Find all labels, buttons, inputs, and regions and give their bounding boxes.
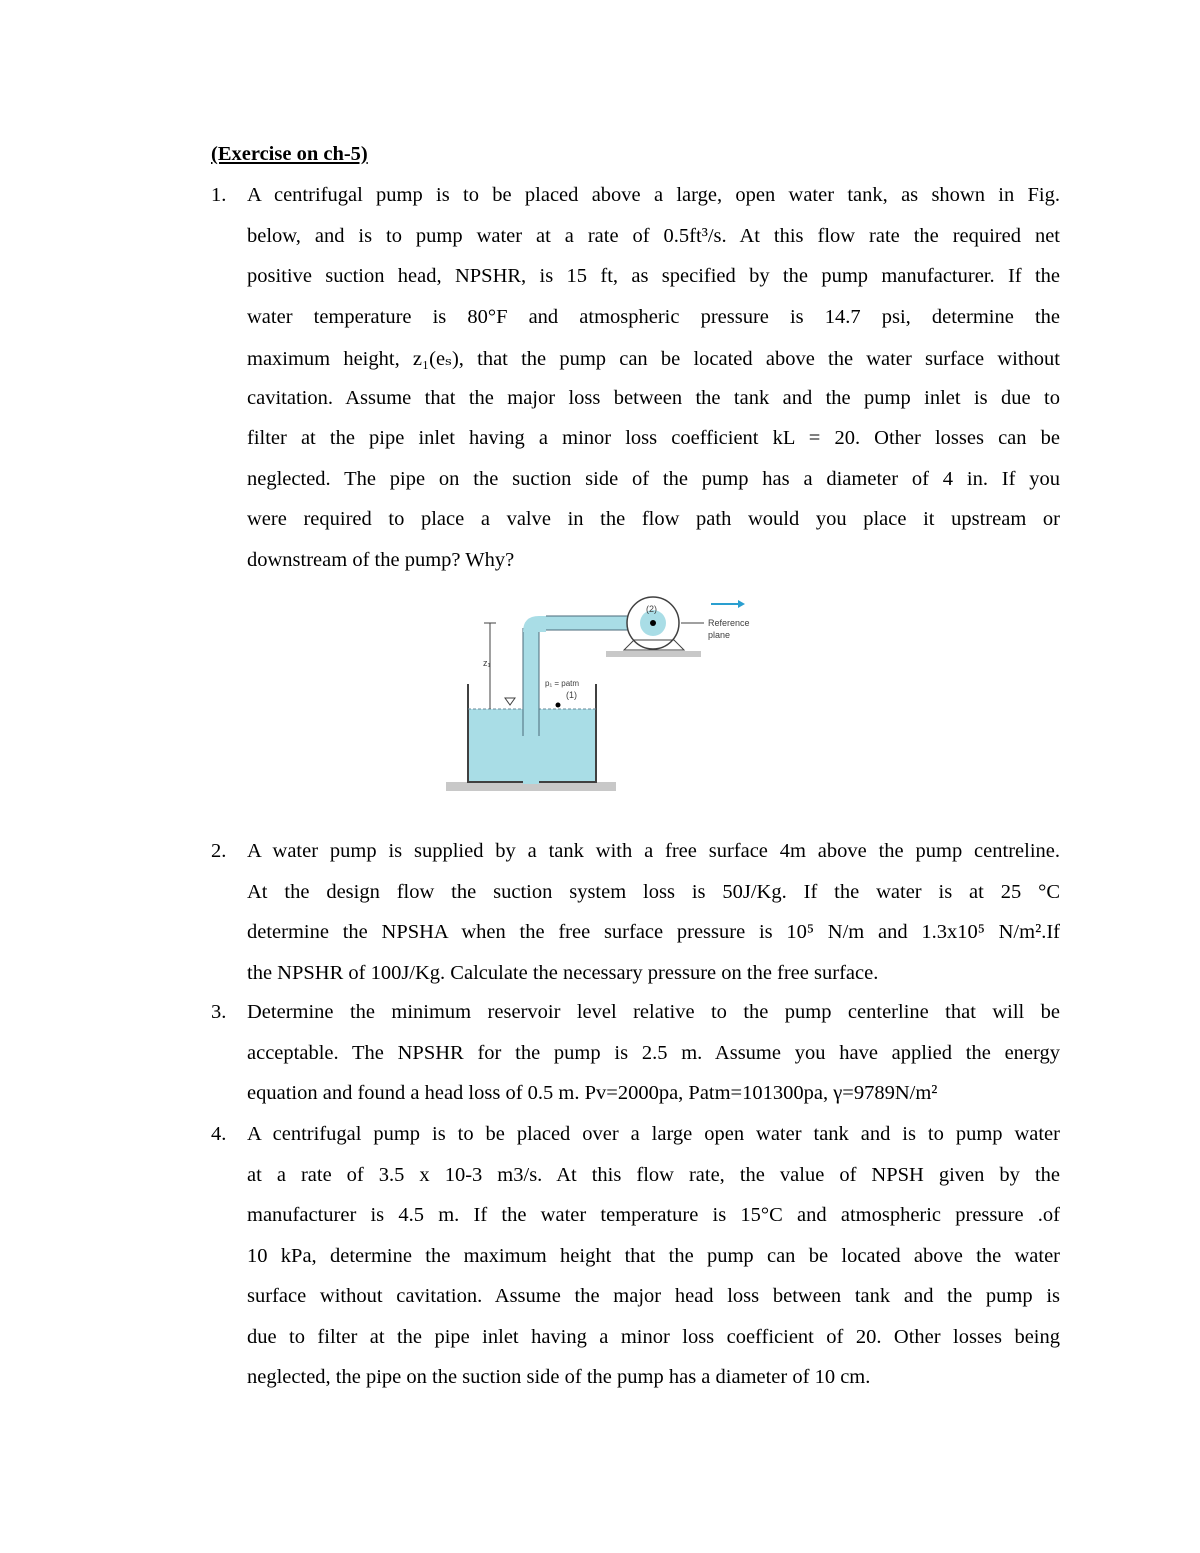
question-3 <box>211 1001 1060 1121</box>
point-2-marker <box>650 620 656 626</box>
label-plane: plane <box>708 630 731 640</box>
question-number: 3. <box>211 1001 227 1023</box>
question-line: filter at the pipe inlet having a minor loss coefficient kL = 20. Other losses can be <box>247 427 1060 449</box>
suction-pipe-vertical <box>523 628 539 784</box>
point-1-marker <box>556 703 561 708</box>
label-point-1: (1) <box>566 690 577 700</box>
question-line: were required to place a valve in the flow path would you place it upstream or <box>247 508 1060 530</box>
question-line: A water pump is supplied by a tank with a free surface 4m above the pump centreline. <box>247 840 1060 862</box>
pump-tank-figure <box>446 588 766 798</box>
question-2 <box>211 840 1060 1000</box>
question-number: 1. <box>211 184 227 206</box>
question-1 <box>211 184 1060 594</box>
question-line: surface without cavitation. Assume the major head loss between tank and the pump is <box>247 1285 1060 1307</box>
question-line: maximum height, z₁(eₛ), that the pump can be located above the water surface without <box>247 348 1060 370</box>
question-number: 4. <box>211 1123 227 1145</box>
question-4 <box>211 1123 1060 1408</box>
question-line: A centrifugal pump is to be placed over a large open water tank and is to pump water <box>247 1123 1060 1145</box>
question-line: water temperature is 80°F and atmospheric pressure is 14.7 psi, determine the <box>247 305 1060 328</box>
question-line: neglected, the pipe on the suction side of the pump has a diameter of 10 cm. <box>247 1366 871 1388</box>
discharge-arrow-head <box>738 600 745 608</box>
label-point-2: (2) <box>646 604 657 614</box>
pump-floor <box>606 651 701 657</box>
question-line: at a rate of 3.5 x 10-3 m3/s. At this flow rate, the value of NPSH given by the <box>247 1163 1060 1186</box>
question-line: due to filter at the pipe inlet having a minor loss coefficient of 20. Other losses being <box>247 1325 1060 1348</box>
question-line: At the design flow the suction system loss is 50J/Kg. If the water is at 25 °C <box>247 880 1060 903</box>
question-line: A centrifugal pump is to be placed above a large, open water tank, as shown in Fig. <box>247 184 1060 206</box>
question-line: Determine the minimum reservoir level relative to the pump centerline that will be <box>247 1001 1060 1023</box>
question-line: the NPSHR of 100J/Kg. Calculate the necessary pressure on the free surface. <box>247 961 879 984</box>
question-line: positive suction head, NPSHR, is 15 ft, as specified by the pump manufacturer. If the <box>247 265 1060 287</box>
question-line: below, and is to pump water at a rate of 0.5ft³/s. At this flow rate the required net <box>247 224 1060 247</box>
label-p1-patm: p₁ = patm <box>545 679 580 688</box>
question-line: manufacturer is 4.5 m. If the water temperature is 15°C and atmospheric pressure .of <box>247 1204 1060 1226</box>
question-line: downstream of the pump? Why? <box>247 548 515 571</box>
question-line: equation and found a head loss of 0.5 m. Pv=2000pa, Patm=101300pa, γ=9789N/m² <box>247 1082 938 1104</box>
question-line: 10 kPa, determine the maximum height that the pump can be located above the water <box>247 1244 1060 1267</box>
question-line: determine the NPSHA when the free surface pressure is 10⁵ N/m and 1.3x10⁵ N/m².If <box>247 921 1060 943</box>
exercise-heading: (Exercise on ch-5) <box>211 143 368 165</box>
question-line: neglected. The pipe on the suction side of the pump has a diameter of 4 in. If you <box>247 467 1060 490</box>
question-number: 2. <box>211 840 227 862</box>
free-surface-symbol <box>505 698 515 705</box>
question-line: cavitation. Assume that the major loss between the tank and the pump inlet is due to <box>247 386 1060 409</box>
question-line: acceptable. The NPSHR for the pump is 2.5 m. Assume you have applied the energy <box>247 1041 1060 1064</box>
label-reference: Reference <box>708 618 750 628</box>
label-z1: z₁ <box>483 658 491 668</box>
